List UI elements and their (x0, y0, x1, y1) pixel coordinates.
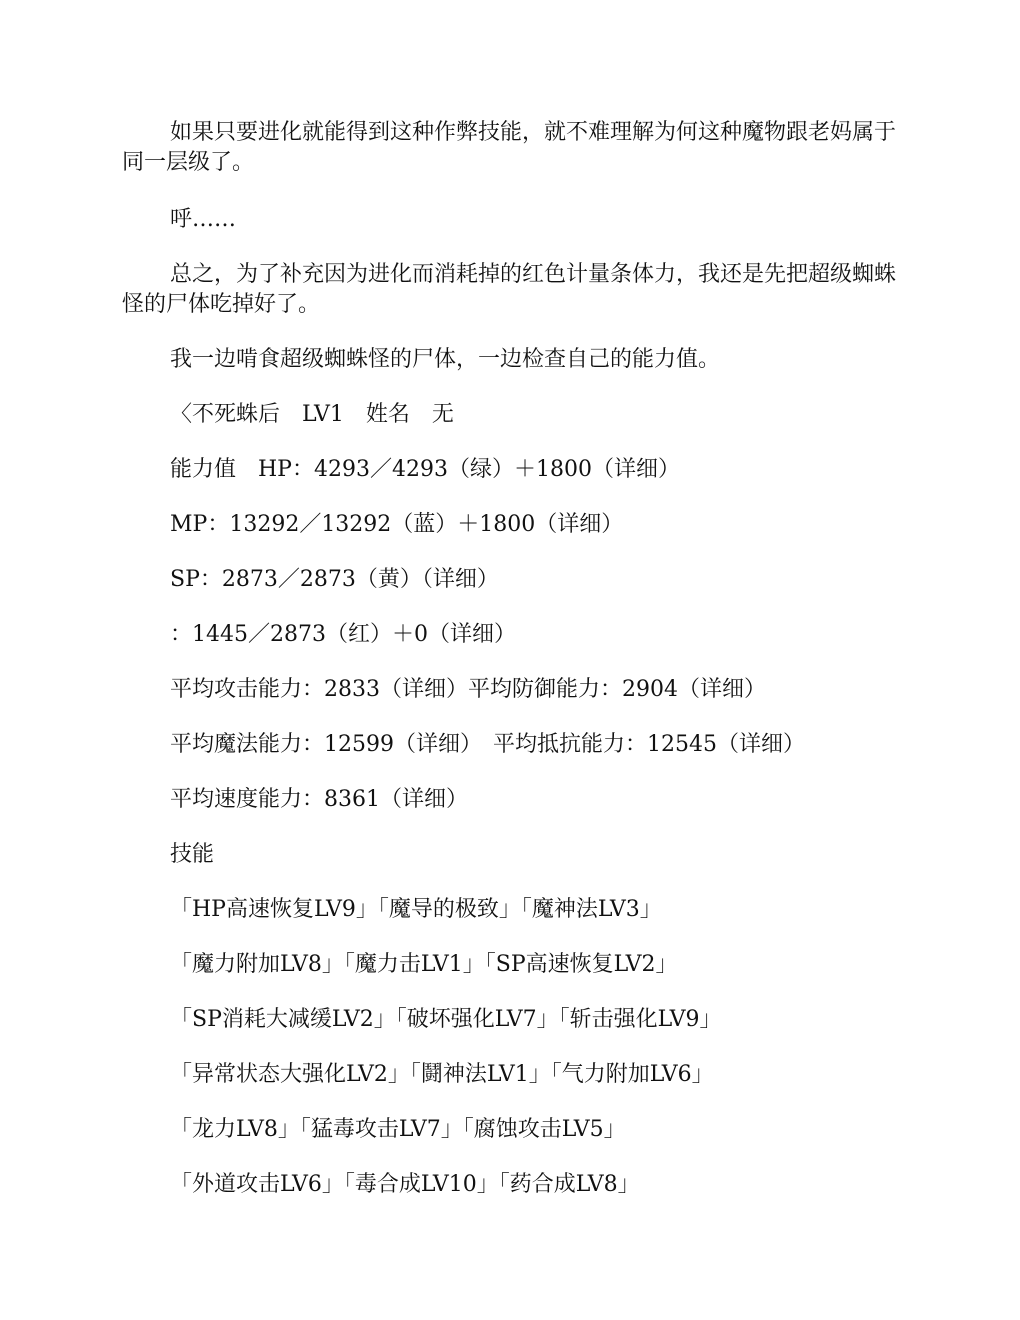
skills-heading: 技能 (170, 842, 215, 867)
status-attack-defense: 平均攻击能力：2833（详细）平均防御能力：2904（详细） (170, 677, 766, 702)
skill-line: 「魔力附加LV8」「魔力击LV1」「SP高速恢复LV2」 (170, 952, 678, 977)
status-magic-resistance: 平均魔法能力：12599（详细） 平均抵抗能力：12545（详细） (170, 732, 805, 757)
paragraph-sigh: 呼…… (170, 207, 237, 232)
paragraph-check-stats: 我一边啃食超级蜘蛛怪的尸体，一边检查自己的能力值。 (170, 347, 721, 372)
status-speed: 平均速度能力：8361（详细） (170, 787, 468, 812)
skill-line: 「SP消耗大减缓LV2」「破坏强化LV7」「斩击强化LV9」 (170, 1007, 722, 1032)
skill-line: 「龙力LV8」「猛毒攻击LV7」「腐蚀攻击LV5」 (170, 1117, 626, 1142)
status-hp: 能力值 HP：4293／4293（绿）＋1800（详细） (170, 457, 680, 482)
skill-line: 「异常状态大强化LV2」「鬪神法LV1」「气力附加LV6」 (170, 1062, 714, 1087)
skill-line: 「外道攻击LV6」「毒合成LV10」「药合成LV8」 (170, 1172, 640, 1197)
paragraph-eat-corpse: 总之，为了补充因为进化而消耗掉的红色计量条体力，我还是先把超级蜘蛛怪的尸体吃掉好了。 (122, 262, 897, 317)
status-sp-yellow: SP：2873／2873（黄）（详细） (170, 567, 499, 592)
status-header: 〈不死蛛后 LV1 姓名 无 (170, 402, 454, 427)
status-mp: MP：13292／13292（蓝）＋1800（详细） (170, 512, 624, 537)
skill-line: 「HP高速恢复LV9」「魔导的极致」「魔神法LV3」 (170, 897, 662, 922)
paragraph-evolution-cheat-skill: 如果只要进化就能得到这种作弊技能，就不难理解为何这种魔物跟老妈属于同一层级了。 (122, 120, 897, 175)
status-sp-red: ：1445／2873（红）＋0（详细） (170, 622, 516, 647)
